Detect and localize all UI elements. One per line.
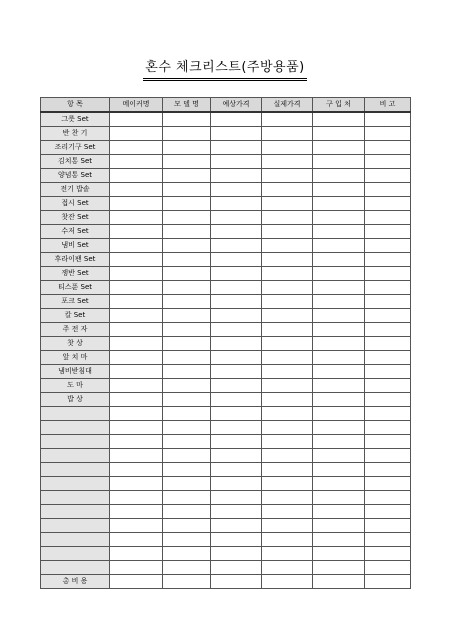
item-label [41, 491, 110, 505]
entry-cell[interactable] [313, 519, 365, 533]
entry-cell[interactable] [110, 183, 163, 197]
entry-cell[interactable] [262, 309, 313, 323]
entry-cell[interactable] [110, 547, 163, 561]
entry-cell[interactable] [211, 211, 262, 225]
entry-cell[interactable] [163, 281, 211, 295]
entry-cell[interactable] [110, 127, 163, 141]
entry-cell[interactable] [163, 351, 211, 365]
entry-cell[interactable] [211, 365, 262, 379]
entry-cell[interactable] [365, 141, 411, 155]
entry-cell[interactable] [313, 463, 365, 477]
entry-cell[interactable] [163, 407, 211, 421]
entry-cell[interactable] [211, 561, 262, 575]
item-label: 그릇 Set [41, 112, 110, 127]
entry-cell[interactable] [110, 463, 163, 477]
entry-cell[interactable] [313, 197, 365, 211]
item-label [41, 421, 110, 435]
entry-cell[interactable] [211, 155, 262, 169]
entry-cell[interactable] [262, 295, 313, 309]
entry-cell[interactable] [262, 407, 313, 421]
entry-cell[interactable] [163, 449, 211, 463]
entry-cell[interactable] [211, 197, 262, 211]
entry-cell[interactable] [110, 155, 163, 169]
entry-cell[interactable] [262, 435, 313, 449]
entry-cell[interactable] [110, 225, 163, 239]
table-row [41, 155, 411, 169]
entry-cell[interactable] [365, 309, 411, 323]
entry-cell[interactable] [262, 337, 313, 351]
entry-cell[interactable] [110, 561, 163, 575]
entry-cell[interactable] [163, 155, 211, 169]
entry-cell[interactable] [313, 491, 365, 505]
entry-cell[interactable] [262, 477, 313, 491]
item-label: 밥 상 [41, 393, 110, 407]
column-header: 모 델 명 [163, 98, 211, 113]
entry-cell[interactable] [365, 575, 411, 589]
entry-cell[interactable] [211, 141, 262, 155]
entry-cell[interactable] [163, 505, 211, 519]
entry-cell[interactable] [211, 463, 262, 477]
entry-cell[interactable] [211, 112, 262, 127]
table-row [41, 561, 411, 575]
entry-cell[interactable] [262, 351, 313, 365]
entry-cell[interactable] [262, 323, 313, 337]
table-row [41, 491, 411, 505]
table-row [41, 141, 411, 155]
entry-cell[interactable] [262, 463, 313, 477]
title-container [0, 56, 450, 81]
entry-cell[interactable] [163, 519, 211, 533]
table-row [41, 225, 411, 239]
table-row [41, 505, 411, 519]
entry-cell[interactable] [313, 183, 365, 197]
table-row [41, 211, 411, 225]
entry-cell[interactable] [313, 141, 365, 155]
entry-cell[interactable] [262, 183, 313, 197]
entry-cell[interactable] [211, 225, 262, 239]
table-row [41, 197, 411, 211]
table-row [41, 435, 411, 449]
entry-cell[interactable] [110, 281, 163, 295]
entry-cell[interactable] [262, 533, 313, 547]
item-label: 티스푼 Set [41, 281, 110, 295]
entry-cell[interactable] [110, 533, 163, 547]
entry-cell[interactable] [313, 561, 365, 575]
entry-cell[interactable] [365, 561, 411, 575]
entry-cell[interactable] [313, 575, 365, 589]
entry-cell[interactable] [365, 491, 411, 505]
table-row [41, 393, 411, 407]
entry-cell[interactable] [365, 421, 411, 435]
entry-cell[interactable] [313, 533, 365, 547]
entry-cell[interactable] [163, 253, 211, 267]
column-header: 예상가격 [211, 98, 262, 113]
column-header: 구 입 처 [313, 98, 365, 113]
item-label: 수저 Set [41, 225, 110, 239]
entry-cell[interactable] [313, 281, 365, 295]
entry-cell[interactable] [163, 365, 211, 379]
entry-cell[interactable] [262, 253, 313, 267]
entry-cell[interactable] [110, 337, 163, 351]
entry-cell[interactable] [163, 211, 211, 225]
entry-cell[interactable] [262, 127, 313, 141]
table-row [41, 239, 411, 253]
table-row [41, 379, 411, 393]
entry-cell[interactable] [365, 519, 411, 533]
entry-cell[interactable] [211, 547, 262, 561]
table-row [41, 519, 411, 533]
item-label: 앞 치 마 [41, 351, 110, 365]
entry-cell[interactable] [365, 281, 411, 295]
entry-cell[interactable] [313, 169, 365, 183]
table-row [41, 169, 411, 183]
entry-cell[interactable] [110, 197, 163, 211]
entry-cell[interactable] [313, 449, 365, 463]
entry-cell[interactable] [211, 281, 262, 295]
entry-cell[interactable] [365, 407, 411, 421]
entry-cell[interactable] [110, 253, 163, 267]
item-label: 조리기구 Set [41, 141, 110, 155]
entry-cell[interactable] [211, 267, 262, 281]
entry-cell[interactable] [365, 225, 411, 239]
entry-cell[interactable] [365, 112, 411, 127]
entry-cell[interactable] [211, 519, 262, 533]
table-row [41, 449, 411, 463]
table-row [41, 477, 411, 491]
entry-cell[interactable] [110, 575, 163, 589]
entry-cell[interactable] [110, 491, 163, 505]
item-label [41, 407, 110, 421]
entry-cell[interactable] [365, 169, 411, 183]
entry-cell[interactable] [365, 533, 411, 547]
entry-cell[interactable] [110, 435, 163, 449]
entry-cell[interactable] [163, 112, 211, 127]
entry-cell[interactable] [110, 477, 163, 491]
entry-cell[interactable] [211, 323, 262, 337]
entry-cell[interactable] [110, 141, 163, 155]
entry-cell[interactable] [110, 323, 163, 337]
entry-cell[interactable] [365, 435, 411, 449]
entry-cell[interactable] [365, 449, 411, 463]
entry-cell[interactable] [110, 239, 163, 253]
item-label: 냄비 Set [41, 239, 110, 253]
item-label [41, 533, 110, 547]
table-row [41, 547, 411, 561]
entry-cell[interactable] [163, 379, 211, 393]
entry-cell[interactable] [313, 112, 365, 127]
entry-cell[interactable] [163, 561, 211, 575]
table-row [41, 421, 411, 435]
entry-cell[interactable] [313, 295, 365, 309]
entry-cell[interactable] [313, 309, 365, 323]
entry-cell[interactable] [365, 365, 411, 379]
entry-cell[interactable] [365, 323, 411, 337]
entry-cell[interactable] [211, 239, 262, 253]
entry-cell[interactable] [262, 281, 313, 295]
entry-cell[interactable] [313, 365, 365, 379]
item-label: 총 비 용 [41, 575, 110, 589]
table-row [41, 575, 411, 589]
entry-cell[interactable] [163, 491, 211, 505]
entry-cell[interactable] [110, 351, 163, 365]
entry-cell[interactable] [211, 351, 262, 365]
entry-cell[interactable] [365, 127, 411, 141]
entry-cell[interactable] [163, 421, 211, 435]
entry-cell[interactable] [163, 309, 211, 323]
header-row [41, 98, 411, 113]
entry-cell[interactable] [262, 449, 313, 463]
entry-cell[interactable] [211, 127, 262, 141]
entry-cell[interactable] [365, 505, 411, 519]
table-row [41, 351, 411, 365]
item-label: 반 찬 기 [41, 127, 110, 141]
entry-cell[interactable] [313, 323, 365, 337]
table-row [41, 267, 411, 281]
entry-cell[interactable] [163, 337, 211, 351]
entry-cell[interactable] [365, 253, 411, 267]
item-label: 접시 Set [41, 197, 110, 211]
entry-cell[interactable] [365, 211, 411, 225]
entry-cell[interactable] [211, 533, 262, 547]
entry-cell[interactable] [313, 421, 365, 435]
item-label: 포크 Set [41, 295, 110, 309]
entry-cell[interactable] [110, 267, 163, 281]
item-label [41, 477, 110, 491]
entry-cell[interactable] [365, 351, 411, 365]
item-label: 도 마 [41, 379, 110, 393]
column-header: 비 고 [365, 98, 411, 113]
entry-cell[interactable] [365, 197, 411, 211]
entry-cell[interactable] [262, 379, 313, 393]
item-label: 칼 Set [41, 309, 110, 323]
column-header: 메이커명 [110, 98, 163, 113]
entry-cell[interactable] [110, 421, 163, 435]
entry-cell[interactable] [313, 505, 365, 519]
entry-cell[interactable] [313, 435, 365, 449]
entry-cell[interactable] [110, 112, 163, 127]
entry-cell[interactable] [163, 575, 211, 589]
item-label: 찻 상 [41, 337, 110, 351]
entry-cell[interactable] [211, 253, 262, 267]
table-row [41, 112, 411, 127]
checklist-table [40, 97, 411, 589]
entry-cell[interactable] [262, 491, 313, 505]
entry-cell[interactable] [262, 365, 313, 379]
entry-cell[interactable] [365, 393, 411, 407]
entry-cell[interactable] [163, 183, 211, 197]
entry-cell[interactable] [211, 183, 262, 197]
entry-cell[interactable] [262, 197, 313, 211]
entry-cell[interactable] [365, 267, 411, 281]
entry-cell[interactable] [211, 575, 262, 589]
entry-cell[interactable] [163, 435, 211, 449]
entry-cell[interactable] [211, 295, 262, 309]
entry-cell[interactable] [211, 505, 262, 519]
item-label: 냄비받침대 [41, 365, 110, 379]
entry-cell[interactable] [365, 295, 411, 309]
item-label [41, 435, 110, 449]
entry-cell[interactable] [110, 505, 163, 519]
entry-cell[interactable] [313, 225, 365, 239]
entry-cell[interactable] [313, 407, 365, 421]
entry-cell[interactable] [163, 267, 211, 281]
item-label: 전기 밥솥 [41, 183, 110, 197]
entry-cell[interactable] [110, 309, 163, 323]
entry-cell[interactable] [163, 239, 211, 253]
entry-cell[interactable] [313, 253, 365, 267]
entry-cell[interactable] [262, 505, 313, 519]
entry-cell[interactable] [163, 477, 211, 491]
entry-cell[interactable] [110, 393, 163, 407]
column-header: 실제가격 [262, 98, 313, 113]
entry-cell[interactable] [211, 379, 262, 393]
item-label: 김치통 Set [41, 155, 110, 169]
entry-cell[interactable] [262, 575, 313, 589]
entry-cell[interactable] [262, 547, 313, 561]
entry-cell[interactable] [365, 337, 411, 351]
entry-cell[interactable] [365, 183, 411, 197]
entry-cell[interactable] [211, 435, 262, 449]
entry-cell[interactable] [211, 491, 262, 505]
entry-cell[interactable] [313, 267, 365, 281]
entry-cell[interactable] [211, 407, 262, 421]
entry-cell[interactable] [110, 519, 163, 533]
entry-cell[interactable] [163, 533, 211, 547]
table-row [41, 407, 411, 421]
entry-cell[interactable] [110, 449, 163, 463]
table-row [41, 323, 411, 337]
entry-cell[interactable] [163, 323, 211, 337]
entry-cell[interactable] [110, 169, 163, 183]
entry-cell[interactable] [110, 379, 163, 393]
entry-cell[interactable] [110, 365, 163, 379]
entry-cell[interactable] [262, 211, 313, 225]
entry-cell[interactable] [365, 547, 411, 561]
entry-cell[interactable] [211, 169, 262, 183]
item-label: 후라이팬 Set [41, 253, 110, 267]
column-header: 항 목 [41, 98, 110, 113]
item-label [41, 547, 110, 561]
entry-cell[interactable] [262, 141, 313, 155]
entry-cell[interactable] [313, 379, 365, 393]
entry-cell[interactable] [313, 393, 365, 407]
table-row [41, 281, 411, 295]
entry-cell[interactable] [262, 561, 313, 575]
entry-cell[interactable] [163, 225, 211, 239]
entry-cell[interactable] [163, 197, 211, 211]
entry-cell[interactable] [163, 295, 211, 309]
entry-cell[interactable] [313, 127, 365, 141]
item-label [41, 463, 110, 477]
table-row [41, 183, 411, 197]
entry-cell[interactable] [365, 379, 411, 393]
entry-cell[interactable] [365, 477, 411, 491]
entry-cell[interactable] [365, 155, 411, 169]
entry-cell[interactable] [365, 463, 411, 477]
item-label [41, 449, 110, 463]
entry-cell[interactable] [313, 337, 365, 351]
entry-cell[interactable] [262, 421, 313, 435]
table-row [41, 533, 411, 547]
entry-cell[interactable] [313, 477, 365, 491]
item-label: 주 전 자 [41, 323, 110, 337]
item-label [41, 561, 110, 575]
table-row [41, 127, 411, 141]
checklist-body [41, 112, 411, 589]
entry-cell[interactable] [211, 421, 262, 435]
entry-cell[interactable] [262, 112, 313, 127]
entry-cell[interactable] [313, 211, 365, 225]
item-label: 쟁반 Set [41, 267, 110, 281]
entry-cell[interactable] [110, 295, 163, 309]
entry-cell[interactable] [262, 393, 313, 407]
entry-cell[interactable] [313, 351, 365, 365]
entry-cell[interactable] [163, 463, 211, 477]
entry-cell[interactable] [163, 393, 211, 407]
entry-cell[interactable] [163, 141, 211, 155]
entry-cell[interactable] [313, 547, 365, 561]
entry-cell[interactable] [211, 337, 262, 351]
entry-cell[interactable] [211, 449, 262, 463]
entry-cell[interactable] [313, 155, 365, 169]
entry-cell[interactable] [110, 211, 163, 225]
entry-cell[interactable] [110, 407, 163, 421]
item-label: 찻잔 Set [41, 211, 110, 225]
entry-cell[interactable] [262, 225, 313, 239]
entry-cell[interactable] [211, 309, 262, 323]
table-row [41, 309, 411, 323]
page-title: 혼수 체크리스트(주방용품) [143, 56, 306, 81]
entry-cell[interactable] [211, 477, 262, 491]
entry-cell[interactable] [365, 239, 411, 253]
item-label [41, 505, 110, 519]
entry-cell[interactable] [262, 155, 313, 169]
item-label: 양념통 Set [41, 169, 110, 183]
entry-cell[interactable] [262, 239, 313, 253]
table-row [41, 337, 411, 351]
entry-cell[interactable] [163, 127, 211, 141]
item-label [41, 519, 110, 533]
entry-cell[interactable] [262, 169, 313, 183]
entry-cell[interactable] [211, 393, 262, 407]
table-row [41, 365, 411, 379]
table-row [41, 295, 411, 309]
entry-cell[interactable] [262, 267, 313, 281]
table-row [41, 463, 411, 477]
entry-cell[interactable] [163, 169, 211, 183]
entry-cell[interactable] [313, 239, 365, 253]
entry-cell[interactable] [163, 547, 211, 561]
table-row [41, 253, 411, 267]
entry-cell[interactable] [262, 519, 313, 533]
